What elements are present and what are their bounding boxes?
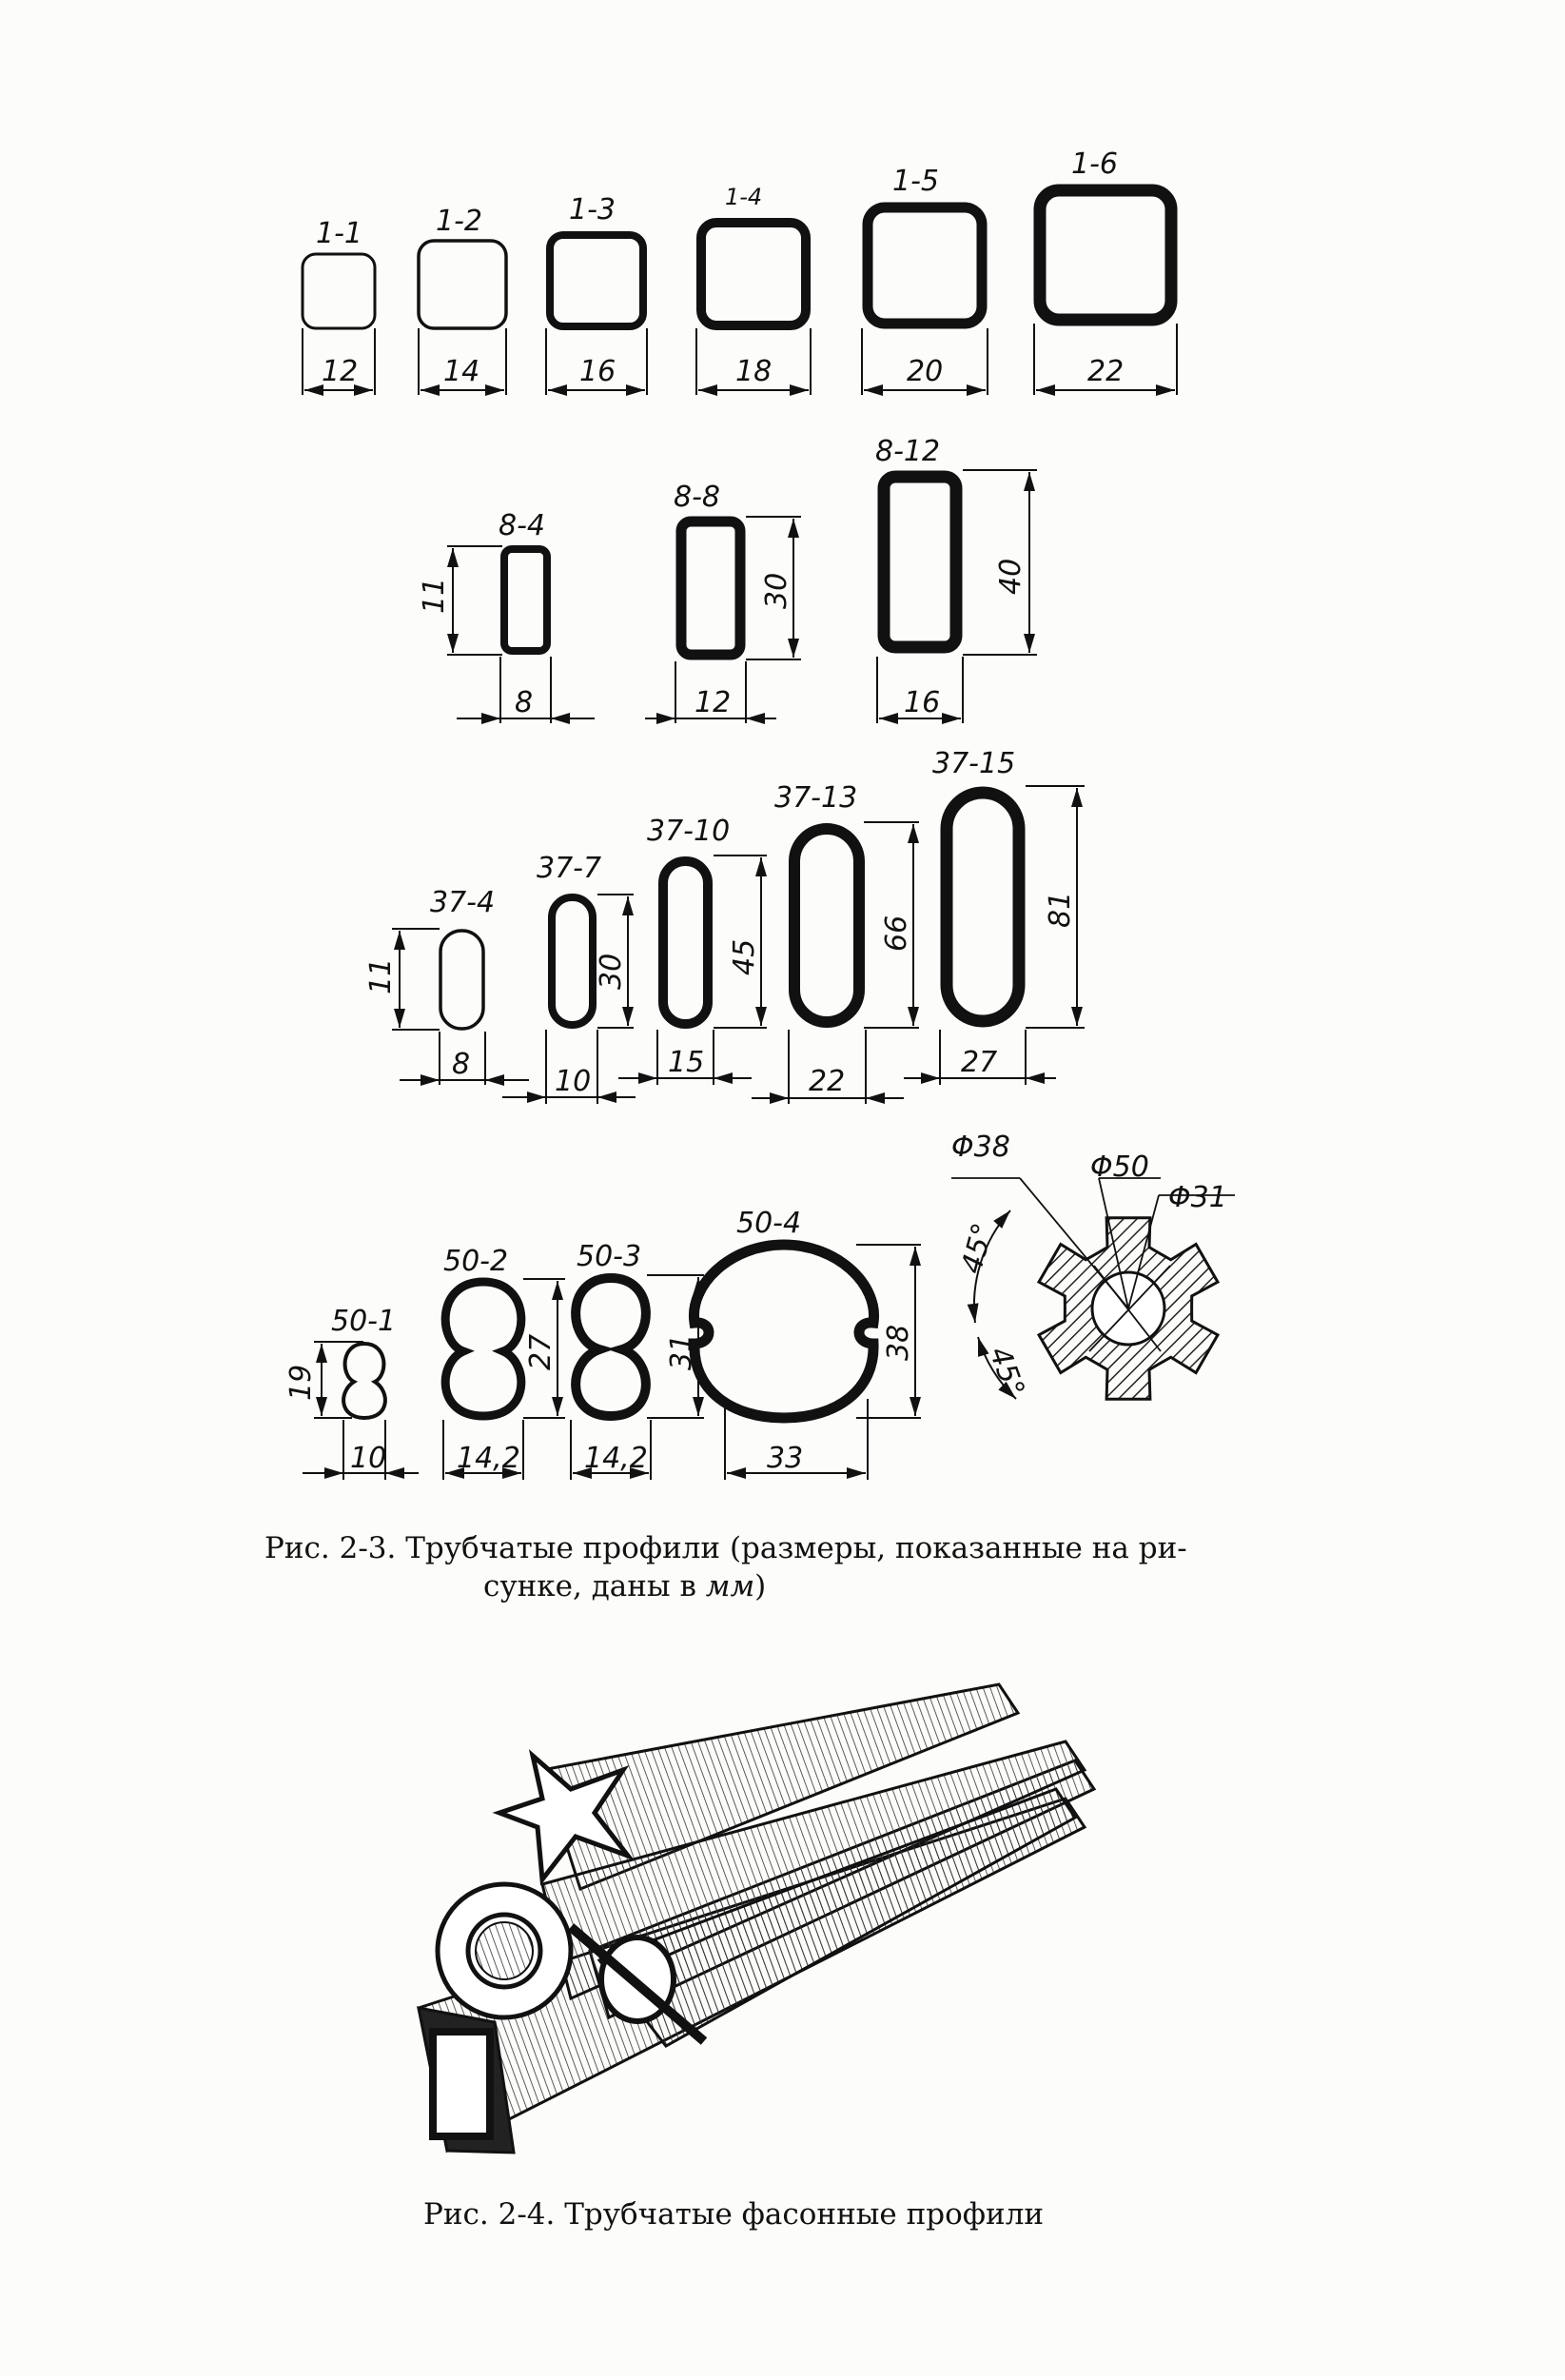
dim-height-50-3: 31 bbox=[665, 1333, 698, 1370]
label-8-8: 8-8 bbox=[674, 481, 720, 514]
caption-2-4: Рис. 2-4. Трубчатые фасонные профили bbox=[423, 2197, 1045, 2232]
label-8-12: 8-12 bbox=[875, 435, 941, 468]
label-50-2: 50-2 bbox=[443, 1245, 509, 1278]
profile-50-4 bbox=[694, 1245, 921, 1480]
label-1-3: 1-3 bbox=[569, 193, 616, 226]
dim-width-50-3: 14,2 bbox=[584, 1442, 648, 1475]
profile-37-15 bbox=[904, 786, 1085, 1085]
dim-width-1-3: 16 bbox=[579, 355, 616, 388]
caption-2-3-unit: мм bbox=[705, 1569, 755, 1603]
dim-angle-upper: 45° bbox=[954, 1219, 1001, 1278]
illustration-shaped-tubes bbox=[419, 1684, 1094, 2153]
dim-width-37-15: 27 bbox=[961, 1046, 998, 1079]
dim-width-1-4: 18 bbox=[735, 355, 773, 388]
dim-angle-lower: 45° bbox=[982, 1342, 1031, 1402]
caption-2-3-line2 bbox=[483, 1569, 766, 1603]
caption-fig-2-3 bbox=[264, 1531, 1187, 1603]
dim-height-50-1: 19 bbox=[284, 1364, 318, 1401]
dim-diameter-50: Φ50 bbox=[1090, 1151, 1149, 1184]
row1-labels bbox=[316, 148, 1124, 388]
dim-width-37-13: 22 bbox=[809, 1065, 846, 1098]
row-rectangular-profiles bbox=[447, 470, 1037, 723]
label-37-4: 37-4 bbox=[430, 886, 496, 919]
profile-37-13 bbox=[752, 822, 919, 1104]
dim-height-37-10: 45 bbox=[728, 938, 761, 975]
dim-height-37-15: 81 bbox=[1044, 891, 1077, 928]
caption-2-3-line1: Рис. 2-3. Трубчатые профили (размеры, показанные на ри- bbox=[264, 1531, 1187, 1565]
label-50-1: 50-1 bbox=[331, 1305, 397, 1338]
dim-width-1-5: 20 bbox=[907, 355, 944, 388]
label-37-10: 37-10 bbox=[647, 815, 731, 848]
label-1-1: 1-1 bbox=[316, 217, 362, 250]
dim-height-37-7: 30 bbox=[595, 953, 628, 990]
dim-width-1-1: 12 bbox=[322, 355, 359, 388]
label-37-7: 37-7 bbox=[537, 852, 602, 885]
dim-height-37-4: 11 bbox=[364, 957, 398, 994]
label-1-6: 1-6 bbox=[1071, 148, 1118, 181]
dim-width-8-12: 16 bbox=[904, 686, 941, 719]
dim-width-1-6: 22 bbox=[1087, 355, 1125, 388]
dim-height-8-12: 40 bbox=[994, 558, 1027, 595]
dim-height-50-2: 27 bbox=[524, 1333, 558, 1370]
label-1-2: 1-2 bbox=[436, 205, 482, 238]
caption-2-3-line2-text: сунке, даны в bbox=[483, 1569, 706, 1603]
label-8-4: 8-4 bbox=[499, 509, 545, 542]
dim-width-37-4: 8 bbox=[452, 1048, 471, 1081]
dim-height-50-4: 38 bbox=[882, 1324, 915, 1361]
dim-width-50-1: 10 bbox=[350, 1442, 387, 1475]
caption-2-3-line2-end: ) bbox=[754, 1569, 767, 1603]
dim-diameter-38: Φ38 bbox=[951, 1131, 1010, 1164]
label-1-5: 1-5 bbox=[892, 165, 939, 198]
dim-width-50-2: 14,2 bbox=[457, 1442, 520, 1475]
label-37-13: 37-13 bbox=[774, 781, 858, 815]
dim-diameter-31: Φ31 bbox=[1168, 1181, 1227, 1214]
dim-width-8-8: 12 bbox=[694, 686, 732, 719]
dim-width-50-4: 33 bbox=[767, 1442, 804, 1475]
dim-width-37-7: 10 bbox=[555, 1065, 592, 1098]
label-50-3: 50-3 bbox=[577, 1240, 642, 1273]
dim-height-8-4: 11 bbox=[418, 577, 451, 614]
profile-8-12 bbox=[877, 470, 1037, 723]
dim-width-37-10: 15 bbox=[668, 1046, 705, 1079]
dim-height-8-8: 30 bbox=[760, 572, 793, 609]
label-1-4: 1-4 bbox=[725, 184, 763, 210]
dim-width-1-2: 14 bbox=[443, 355, 480, 388]
dim-height-37-13: 66 bbox=[880, 915, 913, 952]
dim-width-8-4: 8 bbox=[515, 686, 534, 719]
label-37-15: 37-15 bbox=[932, 747, 1016, 780]
label-50-4: 50-4 bbox=[736, 1207, 802, 1240]
